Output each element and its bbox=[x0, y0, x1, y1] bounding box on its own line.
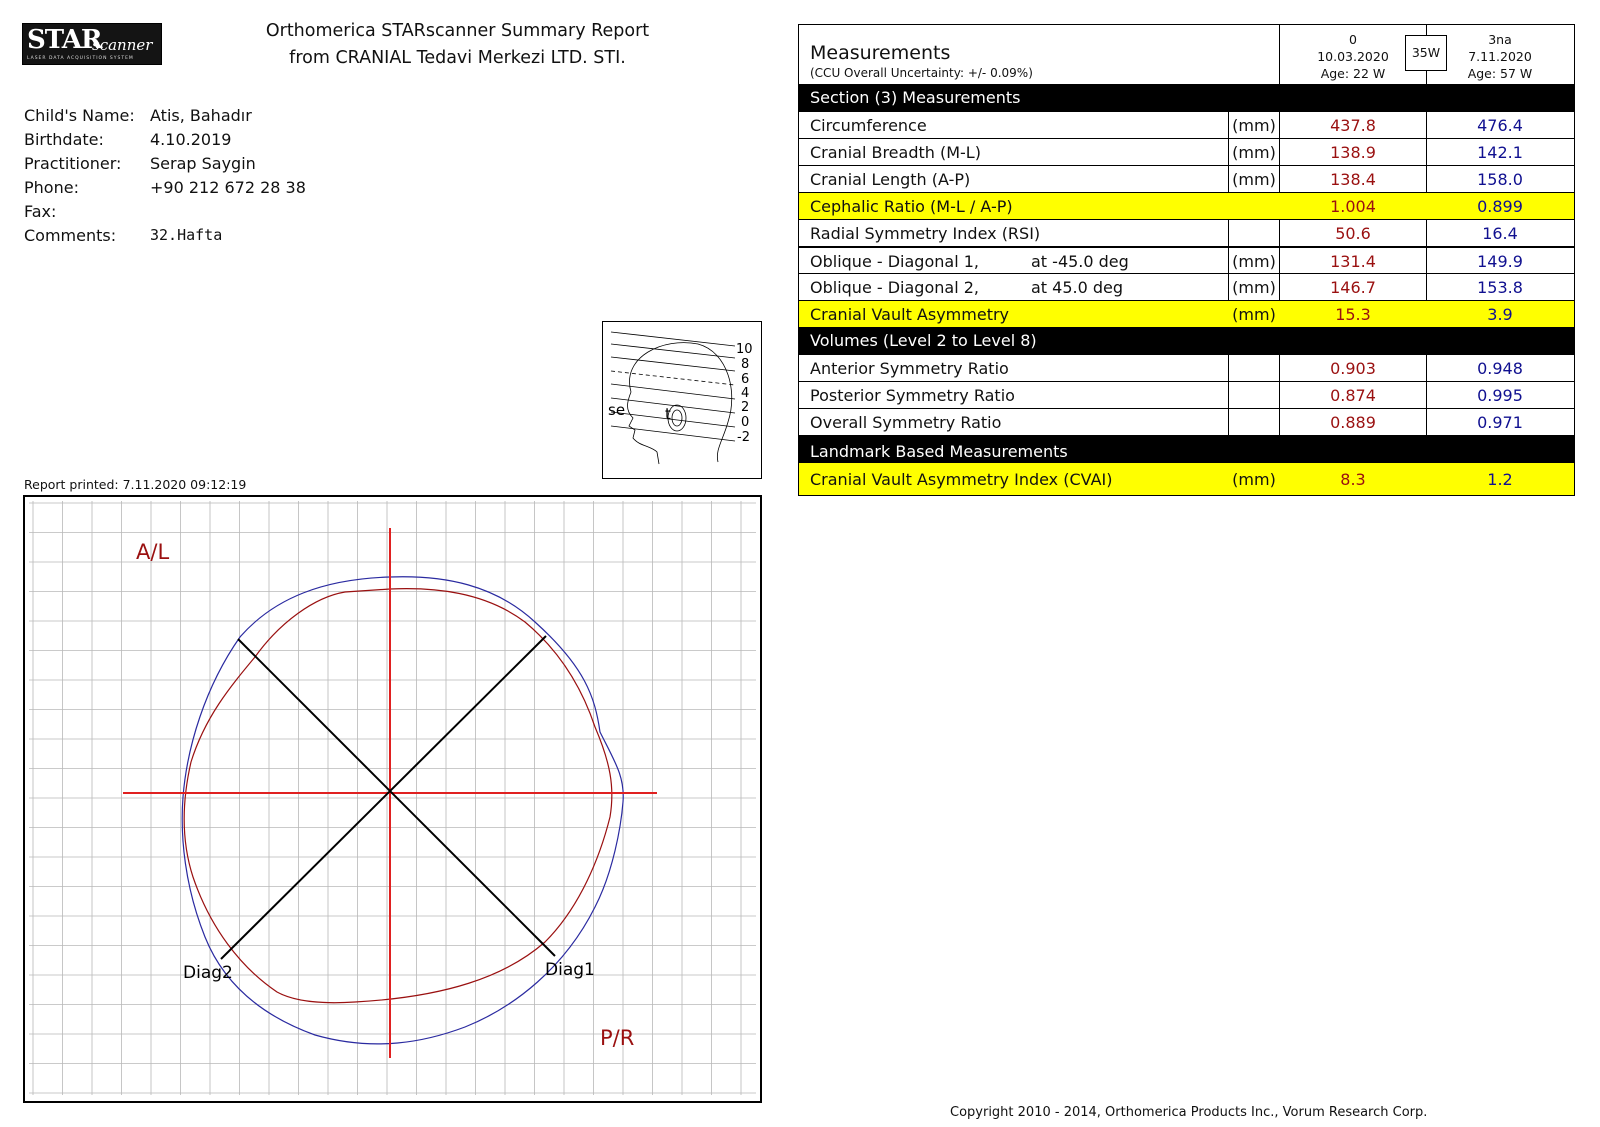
row-value-scan2: 476.4 bbox=[1477, 116, 1523, 135]
table-row bbox=[799, 408, 1574, 435]
contour-plot-svg bbox=[25, 497, 760, 1101]
row-angle: at 45.0 deg bbox=[1031, 278, 1124, 297]
row-value-scan2: 0.971 bbox=[1477, 413, 1523, 432]
table-title: Measurements bbox=[810, 42, 951, 64]
level-label: 8 bbox=[741, 357, 750, 372]
row-value-scan2: 0.948 bbox=[1477, 359, 1523, 378]
row-angle: at -45.0 deg bbox=[1031, 252, 1129, 271]
row-label: Cephalic Ratio (M-L / A-P) bbox=[810, 197, 1013, 216]
row-unit: (mm) bbox=[1232, 252, 1276, 271]
landmark-se-label: se bbox=[608, 401, 626, 419]
table-row bbox=[799, 138, 1574, 165]
row-value-scan1: 0.889 bbox=[1330, 413, 1376, 432]
table-row bbox=[799, 111, 1574, 138]
scan2-date: 7.11.2020 bbox=[1468, 49, 1532, 64]
info-label: Practitioner: bbox=[24, 154, 122, 173]
table-row bbox=[799, 354, 1574, 381]
row-value-scan2: 158.0 bbox=[1477, 170, 1523, 189]
level-label: 4 bbox=[741, 386, 750, 401]
level-label: -2 bbox=[737, 430, 750, 445]
report-title-line2: from CRANIAL Tedavi Merkezi LTD. STI. bbox=[289, 48, 626, 68]
al-label: A/L bbox=[136, 540, 170, 564]
row-label: Cranial Length (A-P) bbox=[810, 170, 971, 189]
row-value-scan1: 0.903 bbox=[1330, 359, 1376, 378]
table-row bbox=[799, 381, 1574, 408]
row-value-scan2: 0.899 bbox=[1477, 197, 1523, 216]
pr-label: P/R bbox=[600, 1026, 635, 1050]
copyright-notice: Copyright 2010 - 2014, Orthomerica Products Inc., Vorum Research Corp. bbox=[950, 1105, 1428, 1120]
scan2-age: Age: 57 W bbox=[1467, 66, 1533, 81]
info-row-name bbox=[24, 106, 384, 130]
head-profile-icon bbox=[603, 322, 760, 477]
row-value-scan2: 16.4 bbox=[1482, 224, 1518, 243]
measurements-table bbox=[798, 24, 1575, 496]
table-row bbox=[799, 219, 1574, 246]
scan1-date: 10.03.2020 bbox=[1317, 49, 1389, 64]
landmark-header bbox=[799, 435, 1574, 462]
section-title: Volumes (Level 2 to Level 8) bbox=[810, 331, 1037, 350]
scan-interval-box: 35W bbox=[1405, 35, 1447, 71]
scan1-number: 0 bbox=[1349, 32, 1357, 47]
row-value-scan1: 0.874 bbox=[1330, 386, 1376, 405]
row-value-scan2: 3.9 bbox=[1487, 305, 1513, 324]
row-label: Overall Symmetry Ratio bbox=[810, 413, 1002, 432]
logo-star-text: STAR bbox=[27, 25, 102, 55]
row-unit: (mm) bbox=[1232, 278, 1276, 297]
scan2-number: 3na bbox=[1488, 32, 1512, 47]
cranial-contour-plot bbox=[23, 495, 762, 1103]
starscanner-logo bbox=[22, 23, 162, 65]
row-label: Anterior Symmetry Ratio bbox=[810, 359, 1009, 378]
row-unit: (mm) bbox=[1232, 116, 1276, 135]
info-label: Comments: bbox=[24, 226, 117, 245]
info-value: +90 212 672 28 38 bbox=[150, 178, 306, 197]
level-label: 2 bbox=[741, 400, 750, 415]
info-label: Phone: bbox=[24, 178, 79, 197]
section3-header bbox=[799, 84, 1574, 111]
table-row bbox=[799, 165, 1574, 192]
logo-tagline: LASER DATA ACQUISITION SYSTEM bbox=[27, 56, 134, 61]
row-value-scan2: 0.995 bbox=[1477, 386, 1523, 405]
logo-scanner-text: scanner bbox=[92, 36, 153, 54]
info-value: 32.Hafta bbox=[150, 226, 223, 244]
diag1-label: Diag1 bbox=[545, 960, 595, 980]
info-row-fax bbox=[24, 202, 384, 226]
row-value-scan1: 437.8 bbox=[1330, 116, 1376, 135]
info-row-practitioner bbox=[24, 154, 384, 178]
head-level-diagram bbox=[602, 321, 762, 479]
row-value-scan1: 15.3 bbox=[1335, 305, 1371, 324]
report-title bbox=[230, 18, 685, 72]
report-printed-timestamp: Report printed: 7.11.2020 09:12:19 bbox=[24, 477, 247, 492]
row-value-scan2: 153.8 bbox=[1477, 278, 1523, 297]
row-label: Posterior Symmetry Ratio bbox=[810, 386, 1015, 405]
info-row-birthdate bbox=[24, 130, 384, 154]
scan1-age: Age: 22 W bbox=[1320, 66, 1386, 81]
row-unit: (mm) bbox=[1232, 170, 1276, 189]
section-title: Landmark Based Measurements bbox=[810, 442, 1068, 461]
row-value-scan1: 50.6 bbox=[1335, 224, 1371, 243]
diag2-label: Diag2 bbox=[183, 963, 233, 983]
info-label: Child's Name: bbox=[24, 106, 135, 125]
row-label: Cranial Breadth (M-L) bbox=[810, 143, 981, 162]
row-value-scan2: 149.9 bbox=[1477, 252, 1523, 271]
row-value-scan1: 8.3 bbox=[1340, 470, 1366, 489]
row-value-scan1: 131.4 bbox=[1330, 252, 1376, 271]
row-label: Circumference bbox=[810, 116, 927, 135]
plot-grid bbox=[29, 501, 756, 1095]
row-label: Oblique - Diagonal 1, bbox=[810, 252, 979, 271]
row-label: Cranial Vault Asymmetry bbox=[810, 305, 1010, 324]
info-label: Fax: bbox=[24, 202, 57, 221]
info-value: Serap Saygin bbox=[150, 154, 256, 173]
landmark-t-label: t bbox=[665, 405, 671, 423]
patient-info bbox=[24, 106, 384, 250]
table-row bbox=[799, 246, 1574, 273]
table-row-highlighted bbox=[799, 300, 1574, 327]
row-label: Radial Symmetry Index (RSI) bbox=[810, 224, 1041, 243]
report-title-line1: Orthomerica STARscanner Summary Report bbox=[265, 21, 650, 41]
row-value-scan1: 1.004 bbox=[1330, 197, 1376, 216]
diagonal1-line bbox=[238, 639, 555, 956]
table-row-highlighted bbox=[799, 462, 1574, 495]
table-row bbox=[799, 273, 1574, 300]
row-label: Oblique - Diagonal 2, bbox=[810, 278, 979, 297]
level-label: 6 bbox=[741, 372, 750, 387]
info-row-comments bbox=[24, 226, 384, 250]
scan2-header bbox=[1427, 31, 1573, 82]
volumes-header bbox=[799, 327, 1574, 354]
table-row-highlighted bbox=[799, 192, 1574, 219]
info-label: Birthdate: bbox=[24, 130, 104, 149]
level-label: 0 bbox=[741, 415, 750, 430]
row-value-scan1: 138.9 bbox=[1330, 143, 1376, 162]
section-title: Section (3) Measurements bbox=[810, 88, 1021, 107]
row-value-scan2: 1.2 bbox=[1487, 470, 1513, 489]
row-unit: (mm) bbox=[1232, 470, 1276, 489]
row-value-scan1: 146.7 bbox=[1330, 278, 1376, 297]
row-unit: (mm) bbox=[1232, 143, 1276, 162]
row-value-scan2: 142.1 bbox=[1477, 143, 1523, 162]
info-value: Atis, Bahadır bbox=[150, 106, 252, 125]
row-unit: (mm) bbox=[1232, 305, 1276, 324]
info-value: 4.10.2019 bbox=[150, 130, 232, 149]
table-uncertainty: (CCU Overall Uncertainty: +/- 0.09%) bbox=[810, 66, 1033, 80]
info-row-phone bbox=[24, 178, 384, 202]
level-label: 10 bbox=[736, 342, 753, 357]
diagonal2-line bbox=[221, 636, 546, 959]
row-value-scan1: 138.4 bbox=[1330, 170, 1376, 189]
row-label: Cranial Vault Asymmetry Index (CVAI) bbox=[810, 470, 1113, 489]
